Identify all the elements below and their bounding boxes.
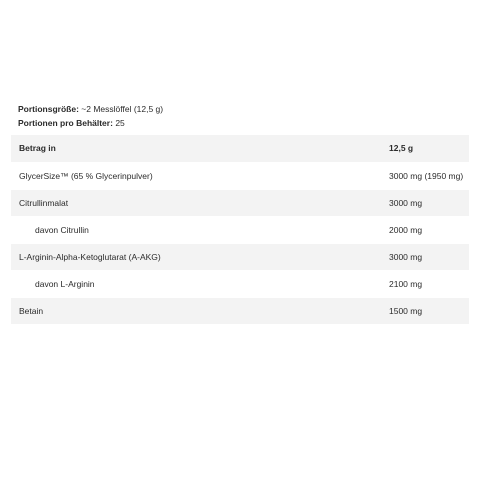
- serving-size-value: ~2 Messlöffel (12,5 g): [81, 104, 164, 114]
- ingredient-amount: 3000 mg: [379, 189, 469, 216]
- serving-size-label: Portionsgröße:: [18, 104, 79, 114]
- header-name-cell: Betrag in: [11, 135, 379, 162]
- ingredient-name: Betain: [11, 297, 379, 324]
- ingredient-name-sub: davon Citrullin: [11, 216, 379, 243]
- table-row: [11, 270, 469, 297]
- ingredient-name-sub: davon L-Arginin: [11, 270, 379, 297]
- servings-per-container-value: 25: [115, 118, 125, 128]
- table-header-row: [11, 135, 469, 162]
- table-row: [11, 189, 469, 216]
- table-row: [11, 297, 469, 324]
- header-amount-cell: 12,5 g: [379, 135, 469, 162]
- ingredient-amount: 2100 mg: [379, 270, 469, 297]
- nutrition-facts-table: [11, 135, 469, 325]
- ingredient-amount: 3000 mg: [379, 243, 469, 270]
- serving-size-line: [18, 102, 163, 116]
- ingredient-name: GlycerSize™ (65 % Glycerinpulver): [11, 162, 379, 189]
- ingredient-name: Citrullinmalat: [11, 189, 379, 216]
- table-row: [11, 216, 469, 243]
- table-row: [11, 162, 469, 189]
- serving-info: [18, 102, 163, 130]
- table-row: [11, 243, 469, 270]
- servings-per-container-line: [18, 116, 163, 130]
- ingredient-amount: 2000 mg: [379, 216, 469, 243]
- ingredient-amount: 1500 mg: [379, 297, 469, 324]
- servings-per-container-label: Portionen pro Behälter:: [18, 118, 113, 128]
- ingredient-amount: 3000 mg (1950 mg): [379, 162, 469, 189]
- ingredient-name: L-Arginin-Alpha-Ketoglutarat (A-AKG): [11, 243, 379, 270]
